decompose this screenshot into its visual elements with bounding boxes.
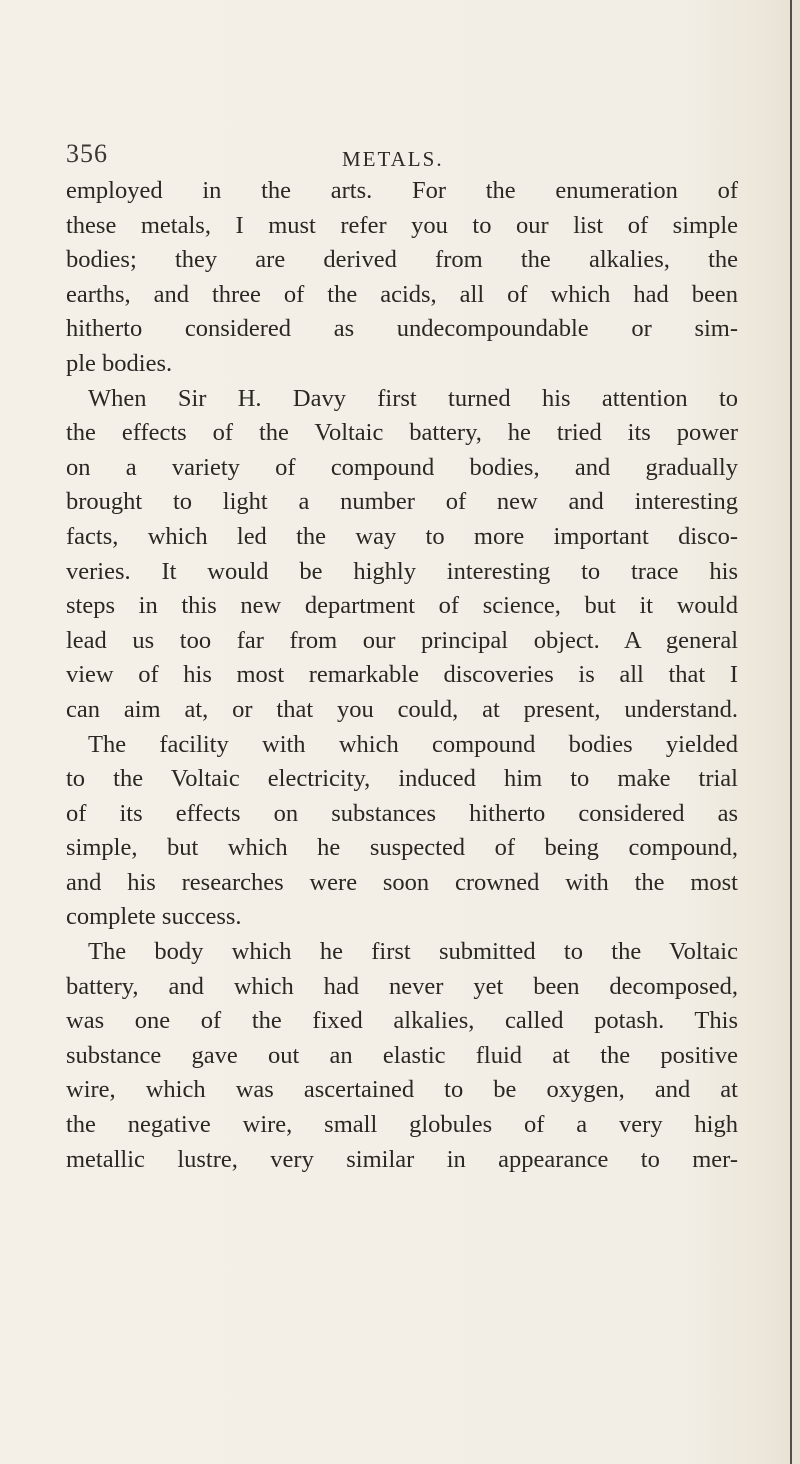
text-line: on a variety of compound bodies, and gradually xyxy=(66,453,738,481)
text-line: to the Voltaic electricity, induced him to make trial xyxy=(66,765,738,793)
page-number: 356 xyxy=(66,139,108,168)
text-line: these metals, I must refer you to our list of simple xyxy=(66,211,738,239)
text-line: bodies; they are derived from the alkalies, the xyxy=(66,246,738,274)
text-line: steps in this new department of science, but it would xyxy=(66,592,738,620)
page-edge-shadow xyxy=(792,0,800,1464)
text-line: wire, which was ascertained to be oxygen, and at xyxy=(66,1076,738,1104)
text-line: can aim at, or that you could, at present, understand. xyxy=(66,695,738,723)
text-line: battery, and which had never yet been decomposed, xyxy=(66,972,738,1000)
text-line: of its effects on substances hitherto considered as xyxy=(66,799,738,827)
text-line: veries. It would be highly interesting to trace his xyxy=(66,557,738,585)
text-line: was one of the fixed alkalies, called potash. This xyxy=(66,1007,738,1035)
text-line: facts, which led the way to more important disco- xyxy=(66,522,738,550)
text-line: substance gave out an elastic fluid at the positive xyxy=(66,1041,738,1069)
page-edge-line xyxy=(790,0,792,1464)
text-line: brought to light a number of new and interesting xyxy=(66,488,738,516)
text-line: and his researches were soon crowned with the most xyxy=(66,868,738,896)
text-line: ple bodies. xyxy=(66,349,173,377)
text-line: complete success. xyxy=(66,903,242,931)
text-line: the effects of the Voltaic battery, he tried its power xyxy=(66,419,738,447)
text-line: hitherto considered as undecompoundable or sim- xyxy=(66,315,738,343)
text-line: the negative wire, small globules of a very high xyxy=(66,1111,738,1139)
text-line: The body which he first submitted to the Voltaic xyxy=(88,938,738,966)
text-line: metallic lustre, very similar in appearance to mer- xyxy=(66,1145,738,1173)
running-head: METALS. xyxy=(342,147,444,171)
text-line: employed in the arts. For the enumeration of xyxy=(66,177,738,204)
text-line: view of his most remarkable discoveries is all that I xyxy=(66,661,738,689)
text-line: The facility with which compound bodies yielded xyxy=(88,730,738,758)
text-line: When Sir H. Davy first turned his attention to xyxy=(88,384,738,412)
text-line: lead us too far from our principal object. A general xyxy=(66,626,738,654)
text-line: simple, but which he suspected of being compound, xyxy=(66,834,738,862)
text-line: earths, and three of the acids, all of which had been xyxy=(66,280,738,308)
body-text xyxy=(66,174,738,1177)
